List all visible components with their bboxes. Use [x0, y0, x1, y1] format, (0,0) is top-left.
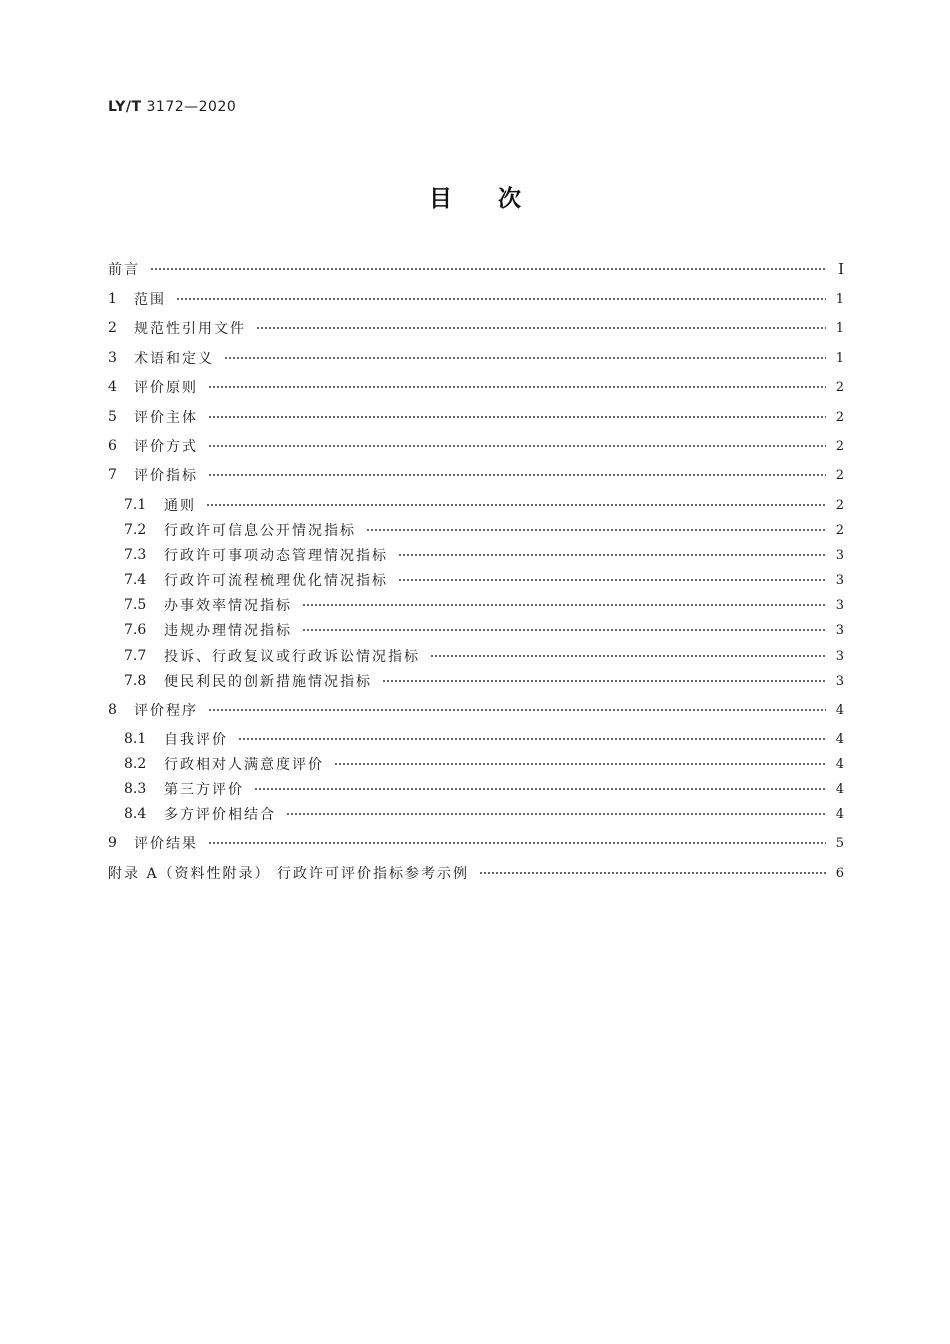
toc-entry-number: 6: [108, 438, 117, 454]
toc-entry-label: 规范性引用文件: [134, 321, 246, 337]
toc-entry-number: 8.2: [124, 756, 147, 772]
toc-entry[interactable]: [108, 406, 844, 428]
toc-entry[interactable]: [108, 778, 844, 800]
toc-dot-leader: [224, 357, 826, 359]
toc-entry-page-number: 3: [835, 648, 844, 664]
toc-entry-page-number: 2: [835, 467, 844, 483]
toc-entry-label: 附录 A（资料性附录） 行政许可评价指标参考示例: [108, 866, 470, 882]
toc-entry-number: 7.4: [124, 572, 147, 588]
toc-entry-label: 投诉、行政复议或行政诉讼情况指标: [164, 649, 420, 665]
standard-code-number: 3172—2020: [146, 99, 237, 115]
toc-entry-number: 2: [108, 320, 117, 336]
toc-entry-label: 评价程序: [134, 703, 198, 719]
toc-dot-leader: [382, 680, 826, 682]
toc-entry-page-number: 2: [835, 497, 844, 513]
toc-entry-label: 多方评价相结合: [164, 807, 276, 823]
toc-entry-page-number: 3: [835, 572, 844, 588]
toc-entry[interactable]: [108, 645, 844, 667]
toc-dot-leader: [208, 842, 826, 844]
toc-entry[interactable]: [108, 347, 844, 369]
toc-entry-page-number: 6: [835, 865, 844, 881]
toc-entry[interactable]: [108, 728, 844, 750]
toc-entry[interactable]: [108, 258, 844, 280]
toc-entry-number: 7.6: [124, 622, 147, 638]
toc-entry-number: 7.1: [124, 497, 147, 513]
toc-entry-page-number: 1: [835, 291, 844, 307]
toc-dot-leader: [302, 629, 826, 631]
toc-entry[interactable]: [108, 862, 844, 884]
toc-entry[interactable]: [108, 519, 844, 541]
toc-entry-label: 范围: [134, 292, 166, 308]
toc-entry-label: 前言: [108, 262, 140, 278]
toc-entry-page-number: Ⅰ: [838, 260, 844, 278]
toc-dot-leader: [208, 416, 826, 418]
page-title-char-2: 次: [498, 186, 521, 212]
toc-dot-leader: [479, 872, 826, 874]
toc-entry-page-number: 1: [835, 320, 844, 336]
toc-entry-page-number: 2: [835, 379, 844, 395]
toc-dot-leader: [254, 788, 826, 790]
toc-entry-label: 行政许可流程梳理优化情况指标: [164, 573, 388, 589]
standard-code: [108, 99, 236, 115]
page-title-char-1: 目: [429, 186, 452, 212]
toc-entry-label: 术语和定义: [134, 351, 214, 367]
toc-dot-leader: [398, 579, 826, 581]
toc-entry[interactable]: [108, 803, 844, 825]
toc-entry-label: 评价方式: [134, 439, 198, 455]
toc-entry-label: 评价主体: [134, 410, 198, 426]
toc-entry-number: 8: [108, 702, 117, 718]
standard-code-prefix: LY/T: [108, 99, 142, 115]
toc-entry-page-number: 3: [835, 597, 844, 613]
toc-entry-page-number: 4: [835, 781, 844, 797]
toc-entry-label: 行政许可事项动态管理情况指标: [164, 548, 388, 564]
toc-dot-leader: [208, 386, 826, 388]
toc-entry-number: 8.4: [124, 806, 147, 822]
toc-entry-label: 评价结果: [134, 836, 198, 852]
toc-entry-page-number: 3: [835, 547, 844, 563]
toc-dot-leader: [176, 298, 826, 300]
toc-entry-label: 行政许可信息公开情况指标: [164, 523, 356, 539]
toc-entry-number: 7: [108, 467, 117, 483]
toc-entry-page-number: 1: [835, 350, 844, 366]
toc-entry-label: 办事效率情况指标: [164, 598, 292, 614]
toc-entry-page-number: 4: [835, 702, 844, 718]
toc-entry-label: 行政相对人满意度评价: [164, 757, 324, 773]
toc-dot-leader: [208, 445, 826, 447]
toc-entry-label: 通则: [164, 498, 196, 514]
toc-entry[interactable]: [108, 670, 844, 692]
toc-dot-leader: [286, 813, 826, 815]
toc-entry-number: 9: [108, 835, 117, 851]
toc-entry-number: 7.8: [124, 673, 147, 689]
toc-dot-leader: [334, 763, 826, 765]
toc-entry-number: 3: [108, 350, 117, 366]
toc-dot-leader: [398, 554, 826, 556]
toc-entry-page-number: 4: [835, 806, 844, 822]
toc-entry-number: 8.1: [124, 731, 147, 747]
toc-entry-number: 1: [108, 291, 117, 307]
toc-entry[interactable]: [108, 594, 844, 616]
toc-entry-number: 5: [108, 409, 117, 425]
toc-entry-number: 7.3: [124, 547, 147, 563]
toc-dot-leader: [430, 655, 826, 657]
toc-entry-number: 4: [108, 379, 117, 395]
toc-entry-page-number: 4: [835, 731, 844, 747]
toc-entry[interactable]: [108, 464, 844, 486]
toc-entry[interactable]: [108, 494, 844, 516]
toc-entry-page-number: 2: [835, 522, 844, 538]
toc-entry-label: 评价原则: [134, 380, 198, 396]
toc-entry-label: 评价指标: [134, 468, 198, 484]
toc-entry-page-number: 2: [835, 438, 844, 454]
toc-entry-number: 8.3: [124, 781, 147, 797]
toc-entry[interactable]: [108, 376, 844, 398]
toc-entry[interactable]: [108, 832, 844, 854]
toc-dot-leader: [208, 709, 826, 711]
toc-entry-page-number: 5: [835, 835, 844, 851]
toc-entry-number: 7.7: [124, 648, 147, 664]
toc-entry-label: 自我评价: [164, 732, 228, 748]
toc-dot-leader: [238, 738, 826, 740]
toc-dot-leader: [366, 529, 826, 531]
toc-entry[interactable]: [108, 619, 844, 641]
toc-entry[interactable]: [108, 544, 844, 566]
page-title: [0, 180, 950, 213]
toc-dot-leader: [208, 474, 826, 476]
toc-dot-leader: [256, 327, 826, 329]
toc-entry-page-number: 3: [835, 622, 844, 638]
toc-entry-page-number: 2: [835, 409, 844, 425]
toc-entry[interactable]: [108, 435, 844, 457]
toc-entry[interactable]: [108, 317, 844, 339]
toc-entry[interactable]: [108, 699, 844, 721]
toc-dot-leader: [150, 268, 826, 270]
toc-entry-page-number: 4: [835, 756, 844, 772]
toc-entry-label: 便民利民的创新措施情况指标: [164, 674, 372, 690]
toc-entry-label: 第三方评价: [164, 782, 244, 798]
toc-dot-leader: [302, 604, 826, 606]
toc-dot-leader: [206, 504, 826, 506]
toc-entry-number: 7.2: [124, 522, 147, 538]
toc-entry[interactable]: [108, 753, 844, 775]
toc-entry-page-number: 3: [835, 673, 844, 689]
toc-entry-label: 违规办理情况指标: [164, 623, 292, 639]
toc-entry-number: 7.5: [124, 597, 147, 613]
toc-entry[interactable]: [108, 569, 844, 591]
toc-entry[interactable]: [108, 288, 844, 310]
